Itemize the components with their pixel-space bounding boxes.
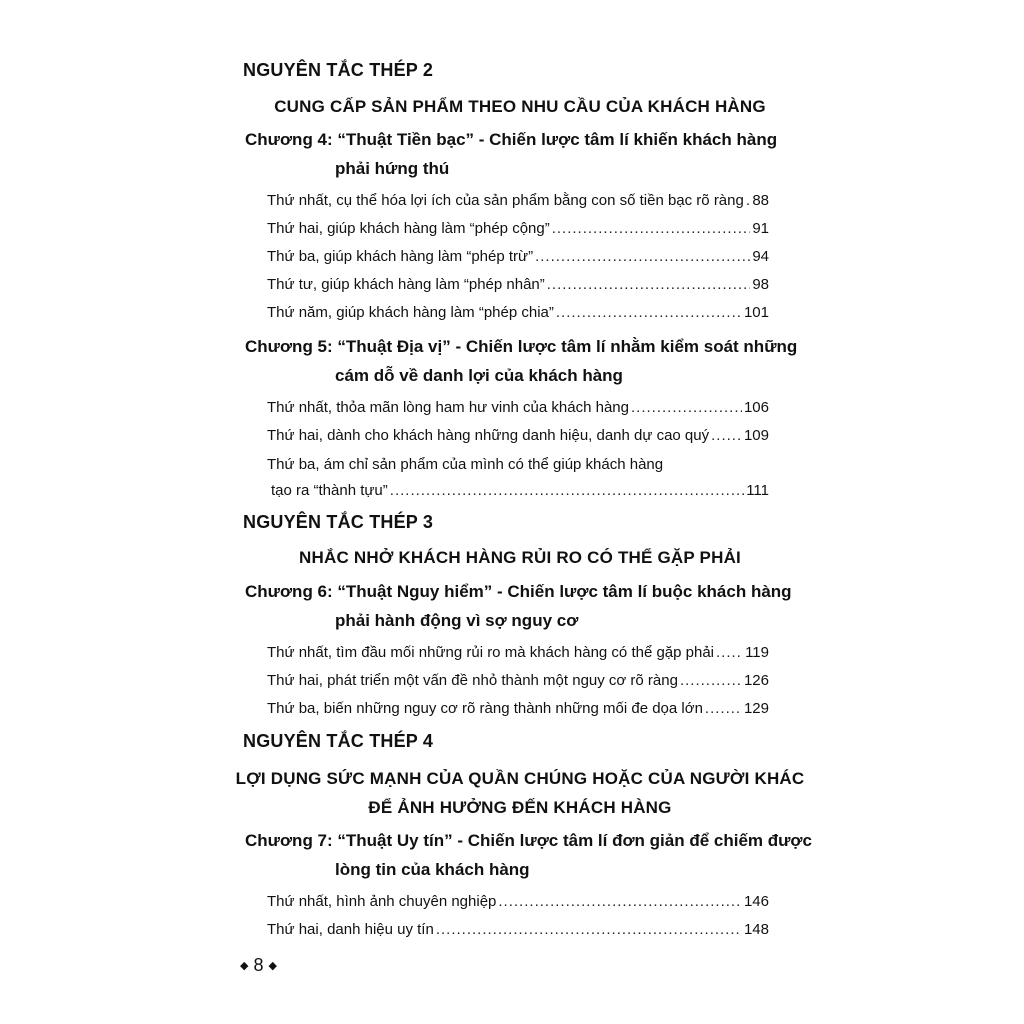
dot-leader <box>547 275 751 295</box>
toc-entry[interactable] <box>267 892 769 912</box>
chapter-title-line: phải hứng thú <box>335 159 450 178</box>
dot-leader <box>436 920 742 940</box>
toc-entry-text: Thứ hai, giúp khách hàng làm “phép cộng” <box>267 220 550 237</box>
diamond-ornament-icon: ◆ <box>268 960 277 972</box>
toc-entry[interactable] <box>267 920 769 940</box>
toc-entry[interactable] <box>267 481 769 501</box>
dot-leader <box>552 219 751 239</box>
toc-entry-text: tạo ra “thành tựu” <box>271 482 388 499</box>
toc-entry-text: Thứ hai, danh hiệu uy tín <box>267 921 434 938</box>
toc-entry[interactable] <box>267 191 769 211</box>
toc-entry[interactable] <box>267 398 769 418</box>
page-number-value: 8 <box>253 955 264 975</box>
toc-entry-text: Thứ nhất, cụ thể hóa lợi ích của sản phẩm bằng con số tiền bạc rõ ràng <box>267 192 744 209</box>
chapter-title-line: Chương 4: “Thuật Tiền bạc” - Chiến lược tâm lí khiến khách hàng <box>245 130 778 149</box>
chapter-title-line: lòng tin của khách hàng <box>335 860 530 879</box>
chapter-heading <box>245 826 812 884</box>
toc-entry-page: 106 <box>743 399 769 416</box>
toc-entry-page: 111 <box>746 482 769 499</box>
toc-entry-text: Thứ nhất, thỏa mãn lòng ham hư vinh của khách hàng <box>267 399 629 416</box>
part-subtitle: LỢI DỤNG SỨC MẠNH CỦA QUẦN CHÚNG HOẶC CỦA NGƯỜI KHÁC <box>235 769 805 788</box>
part-title: NGUYÊN TẮC THÉP 2 <box>243 60 434 80</box>
toc-entry-page: 88 <box>752 192 769 209</box>
toc-entry-page: 91 <box>752 220 769 237</box>
dot-leader <box>631 398 742 418</box>
chapter-title-line: Chương 5: “Thuật Địa vị” - Chiến lược tâm lí nhằm kiểm soát những <box>245 337 798 356</box>
chapter-title-line: Chương 7: “Thuật Uy tín” - Chiến lược tâm lí đơn giản để chiếm được <box>245 831 812 850</box>
chapter-title-line: Chương 6: “Thuật Nguy hiểm” - Chiến lược tâm lí buộc khách hàng <box>245 582 792 601</box>
toc-entry-text: Thứ nhất, tìm đầu mối những rủi ro mà khách hàng có thể gặp phải <box>267 644 715 661</box>
toc-entry[interactable] <box>267 275 769 295</box>
dot-leader <box>535 247 750 267</box>
toc-entry-text: Thứ năm, giúp khách hàng làm “phép chia” <box>267 304 554 321</box>
chapter-heading <box>245 577 792 635</box>
toc-entry[interactable] <box>267 671 769 691</box>
chapter-heading <box>245 332 798 390</box>
toc-entry[interactable] <box>267 643 769 663</box>
part-subtitle: CUNG CẤP SẢN PHẨM THEO NHU CẦU CỦA KHÁCH HÀNG <box>274 97 766 116</box>
toc-entry-text: Thứ hai, dành cho khách hàng những danh hiệu, danh dự cao quý <box>267 427 710 444</box>
toc-entry-page: 146 <box>743 893 769 910</box>
toc-entry-text: Thứ tư, giúp khách hàng làm “phép nhân” <box>267 276 545 293</box>
dot-leader <box>746 191 750 211</box>
toc-entry-page: 126 <box>743 672 769 689</box>
toc-entry[interactable] <box>267 699 769 719</box>
toc-entry-page: 94 <box>752 248 769 265</box>
page-number <box>240 955 277 976</box>
dot-leader <box>705 699 742 719</box>
toc-entry-page: 98 <box>752 276 769 293</box>
toc-entry-text: Thứ ba, biến những nguy cơ rõ ràng thành những mối đe dọa lớn <box>267 700 703 717</box>
part-subtitle: ĐỂ ẢNH HƯỞNG ĐẾN KHÁCH HÀNG <box>368 798 672 817</box>
chapter-heading <box>245 125 785 183</box>
chapter-title-line: phải hành động vì sợ nguy cơ <box>335 611 579 630</box>
toc-entry-page: 148 <box>743 921 769 938</box>
chapter-title-line: cám dỗ về danh lợi của khách hàng <box>335 366 623 385</box>
toc-entry[interactable] <box>267 303 769 323</box>
toc-entry-text: Thứ ba, giúp khách hàng làm “phép trừ” <box>267 248 534 265</box>
dot-leader <box>680 671 742 691</box>
toc-entry-page: 119 <box>745 644 769 661</box>
toc-entry-text-first-line: Thứ ba, ám chỉ sản phẩm của mình có thể giúp khách hàng <box>267 456 664 473</box>
part-title: NGUYÊN TẮC THÉP 4 <box>243 731 434 751</box>
toc-entry-page: 129 <box>743 700 769 717</box>
dot-leader <box>716 643 743 663</box>
toc-entry-page: 109 <box>743 427 769 444</box>
diamond-ornament-icon: ◆ <box>240 960 249 972</box>
dot-leader <box>711 426 742 446</box>
toc-entry-text: Thứ hai, phát triển một vấn đề nhỏ thành một nguy cơ rõ ràng <box>267 672 678 689</box>
dot-leader <box>390 481 744 501</box>
part-subtitle: NHẮC NHỞ KHÁCH HÀNG RỦI RO CÓ THỂ GẶP PHẢI <box>299 548 741 567</box>
part-title: NGUYÊN TẮC THÉP 3 <box>243 512 434 532</box>
toc-entry-text: Thứ nhất, hình ảnh chuyên nghiệp <box>267 893 497 910</box>
toc-entry[interactable] <box>267 247 769 267</box>
toc-entry[interactable] <box>267 219 769 239</box>
toc-entry[interactable] <box>267 426 769 446</box>
dot-leader <box>556 303 742 323</box>
dot-leader <box>498 892 742 912</box>
toc-entry-page: 101 <box>743 304 769 321</box>
